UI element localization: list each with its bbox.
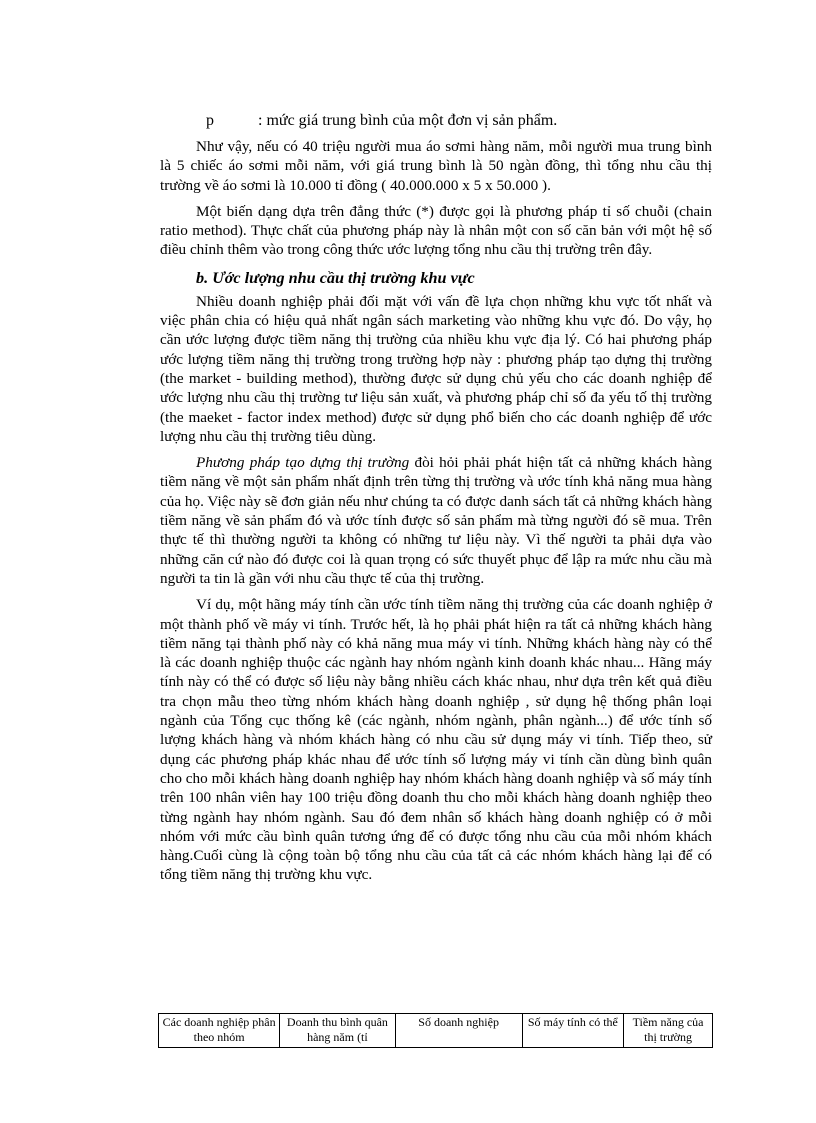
section-heading: b. Ước lượng nhu cầu thị trường khu vực	[196, 268, 475, 287]
definition-line	[206, 112, 712, 130]
paragraph-regional-demand: Nhiều doanh nghiệp phải đối mặt với vấn đề lựa chọn những khu vực tốt nhất và việc phân chia có hiệu quả nhất ngân sách marketing vào những khu vực đó. Do vậy, họ cần ước lượng được tiềm năng thị trường của nhiều khu vực địa lý. Có hai phương pháp ước lượng tiềm năng thị trường trong trường hợp này : phương pháp tạo dựng thị trường (the market - building method), thường được sử dụng chủ yếu cho các doanh nghiệp để ước lượng nhu cầu thị trường tư liệu sản xuất, và phương pháp chỉ số đa yếu tố thị trường (the maeket - factor index method) được sử dụng phổ biến cho các doanh nghiệp để ước lượng nhu cầu thị trường tiêu dùng.	[160, 292, 712, 445]
paragraph-chain-ratio: Một biến dạng dựa trên đẳng thức (*) được gọi là phương pháp tỉ số chuỗi (chain ratio method). Thực chất của phương pháp này là nhân một con số căn bản với một hệ số điều chỉnh thêm vào trong công thức ước lượng tổng nhu cầu thị trường trên đây.	[160, 202, 712, 259]
document-body	[160, 112, 712, 885]
italic-term: Phương pháp tạo dựng thị trường	[196, 454, 410, 472]
table-header-row	[159, 1014, 713, 1048]
table-header-cell: Tiềm năng của thị trường	[624, 1014, 713, 1048]
table-header-cell: Các doanh nghiệp phân theo nhóm	[159, 1014, 280, 1048]
paragraph-computer-example: Ví dụ, một hãng máy tính cần ước tính tiềm năng thị trường của các doanh nghiệp ở một thành phố về máy vi tính. Trước hết, là họ phải phát hiện ra tất cả những khách hàng tiềm năng tại thành phố này có khả năng mua máy vi tính. Những khách hàng này có thể là các doanh nghiệp thuộc các ngành hay nhóm ngành kinh doanh khác nhau... Hãng máy tính này có thể có được số liệu này bằng nhiều cách khác nhau, như dựa trên kết quả điều tra chọn mẫu theo từng nhóm khách hàng doanh nghiệp , sử dụng hệ thống phân loại ngành của Tổng cục thống kê (các ngành, nhóm ngành, phân ngành...) để ước tính số lượng khách hàng và nhóm khách hàng có nhu cầu sử dụng máy vi tính. Tiếp theo, sử dụng các phương pháp khác nhau để ước tính số lượng máy vi tính cần dùng bình quân cho cho mỗi khách hàng doanh nghiệp hay nhóm khách hàng doanh nghiệp và số máy tính trên 100 nhân viên hay 100 triệu đồng doanh thu cho mỗi khách hàng doanh nghiệp theo từng ngành hay nhóm ngành. Sau đó đem nhân số khách hàng doanh nghiệp có ở mỗi nhóm với mức cầu bình quân tương ứng để có được tổng nhu cầu của mỗi nhóm khách hàng.Cuối cùng là cộng toàn bộ tổng nhu cầu của tất cả các nhóm khách hàng lại để có tổng tiềm năng thị trường khu vực.	[160, 596, 712, 884]
table-header-cell: Số doanh nghiệp	[395, 1014, 522, 1048]
paragraph-market-building-text: đòi hỏi phải phát hiện tất cả những khách hàng tiềm năng về một sản phẩm nhất định trên từng thị trường và ước tính khả năng mua hàng của họ. Việc này sẽ đơn giản nếu như chúng ta có được danh sách tất cả những khách hàng tiềm năng về sản phẩm đó và ước tính được số sản phẩm mà từng người đó sẽ mua. Trên thực tế thì thường người ta không có những tư liệu này. Vì thế người ta phải dựa vào những căn cứ nào đó được coi là quan trọng có sức thuyết phục để lập ra mức nhu cầu mà người ta tin là gần với nhu cầu thực tế của thị trường.	[160, 454, 712, 587]
paragraph-example-shirts: Như vậy, nếu có 40 triệu người mua áo sơmi hàng năm, mỗi người mua trung bình là 5 chiếc áo sơmi mỗi năm, với giá trung bình là 50 ngàn đồng, thì tổng nhu cầu thị trường về áo sơmi là 10.000 tỉ đồng ( 40.000.000 x 5 x 50.000 ).	[160, 138, 712, 194]
data-table	[158, 1013, 713, 1048]
definition-text: : mức giá trung bình của một đơn vị sản phẩm.	[258, 112, 558, 129]
definition-symbol: p	[206, 112, 214, 129]
paragraph-market-building	[160, 453, 712, 588]
table-header-cell: Doanh thu bình quân hàng năm (tỉ	[280, 1014, 395, 1048]
table-header-cell: Số máy tính có thể	[522, 1014, 623, 1048]
